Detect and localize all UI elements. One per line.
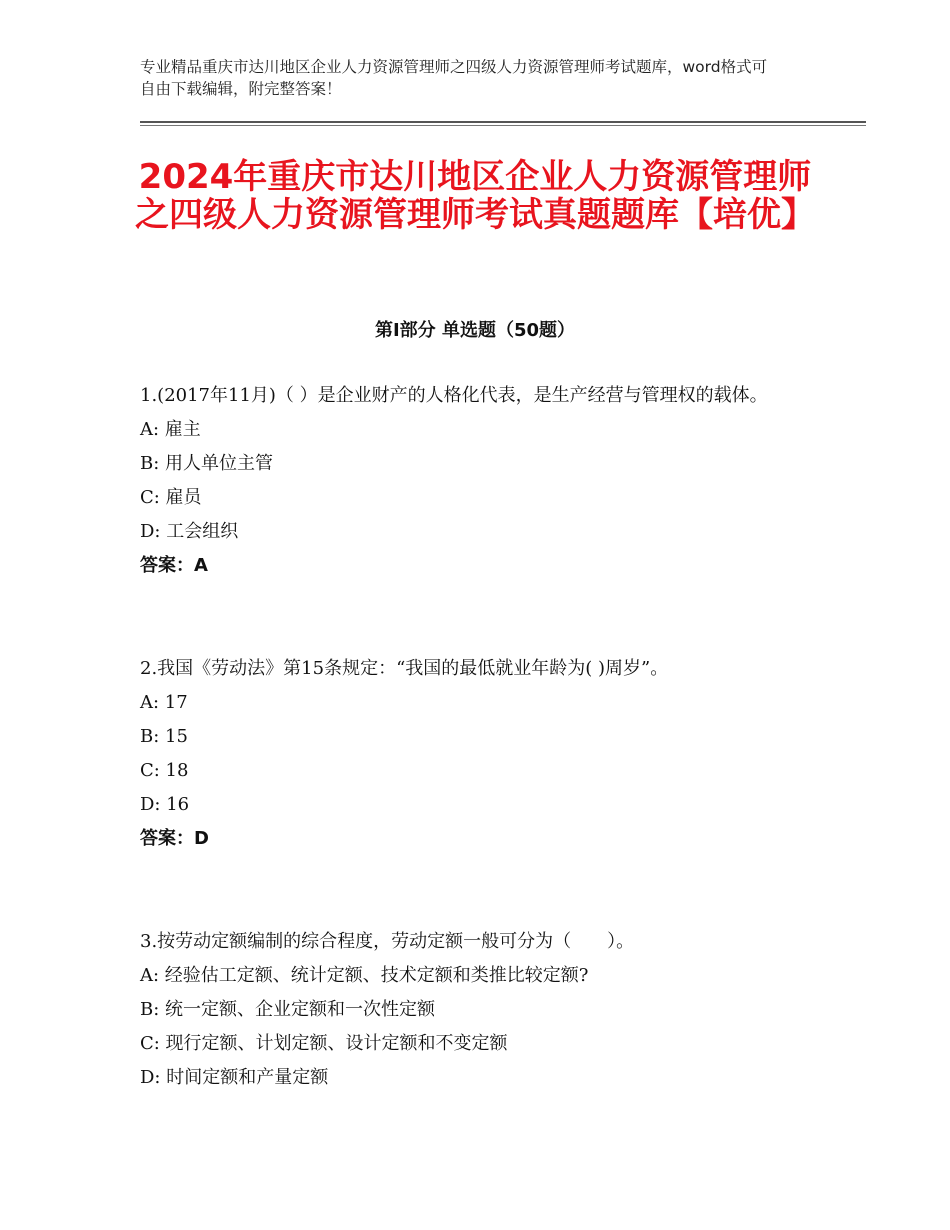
option-a: A: 经验估工定额、统计定额、技术定额和类推比较定额? <box>140 965 589 986</box>
question-stem: 3.按劳动定额编制的综合程度，劳动定额一般可分为（ ）。 <box>140 931 635 952</box>
option-b: B: 统一定额、企业定额和一次性定额 <box>140 999 436 1020</box>
option-d: D: 时间定额和产量定额 <box>140 1067 329 1088</box>
option-a: A: 雇主 <box>140 419 201 440</box>
header-note: 专业精品重庆市达川地区企业人力资源管理师之四级人力资源管理师考试题库，word格式可自由下载编辑，附完整答案！ <box>140 58 768 98</box>
header-divider-thick <box>140 121 866 123</box>
header-divider-thin <box>140 125 866 126</box>
option-c: C: 18 <box>140 760 189 781</box>
option-d: D: 工会组织 <box>140 521 239 542</box>
answer: 答案：A <box>140 555 208 576</box>
question-1 <box>140 379 820 583</box>
question-2 <box>140 652 820 856</box>
option-d: D: 16 <box>140 794 190 815</box>
document-title: 2024年重庆市达川地区企业人力资源管理师之四级人力资源管理师考试真题题库【培优】 <box>135 157 815 235</box>
section-title: 第Ⅰ部分 单选题（50题） <box>374 320 575 341</box>
question-stem: 1.(2017年11月)（ ）是企业财产的人格化代表，是生产经营与管理权的载体。 <box>140 385 768 406</box>
option-c: C: 现行定额、计划定额、设计定额和不变定额 <box>140 1033 508 1054</box>
option-c: C: 雇员 <box>140 487 202 508</box>
question-stem: 2.我国《劳动法》第15条规定：“我国的最低就业年龄为( )周岁”。 <box>140 658 669 679</box>
question-3 <box>140 925 820 1095</box>
option-b: B: 15 <box>140 726 188 747</box>
answer: 答案：D <box>140 828 209 849</box>
option-b: B: 用人单位主管 <box>140 453 274 474</box>
option-a: A: 17 <box>140 692 188 713</box>
